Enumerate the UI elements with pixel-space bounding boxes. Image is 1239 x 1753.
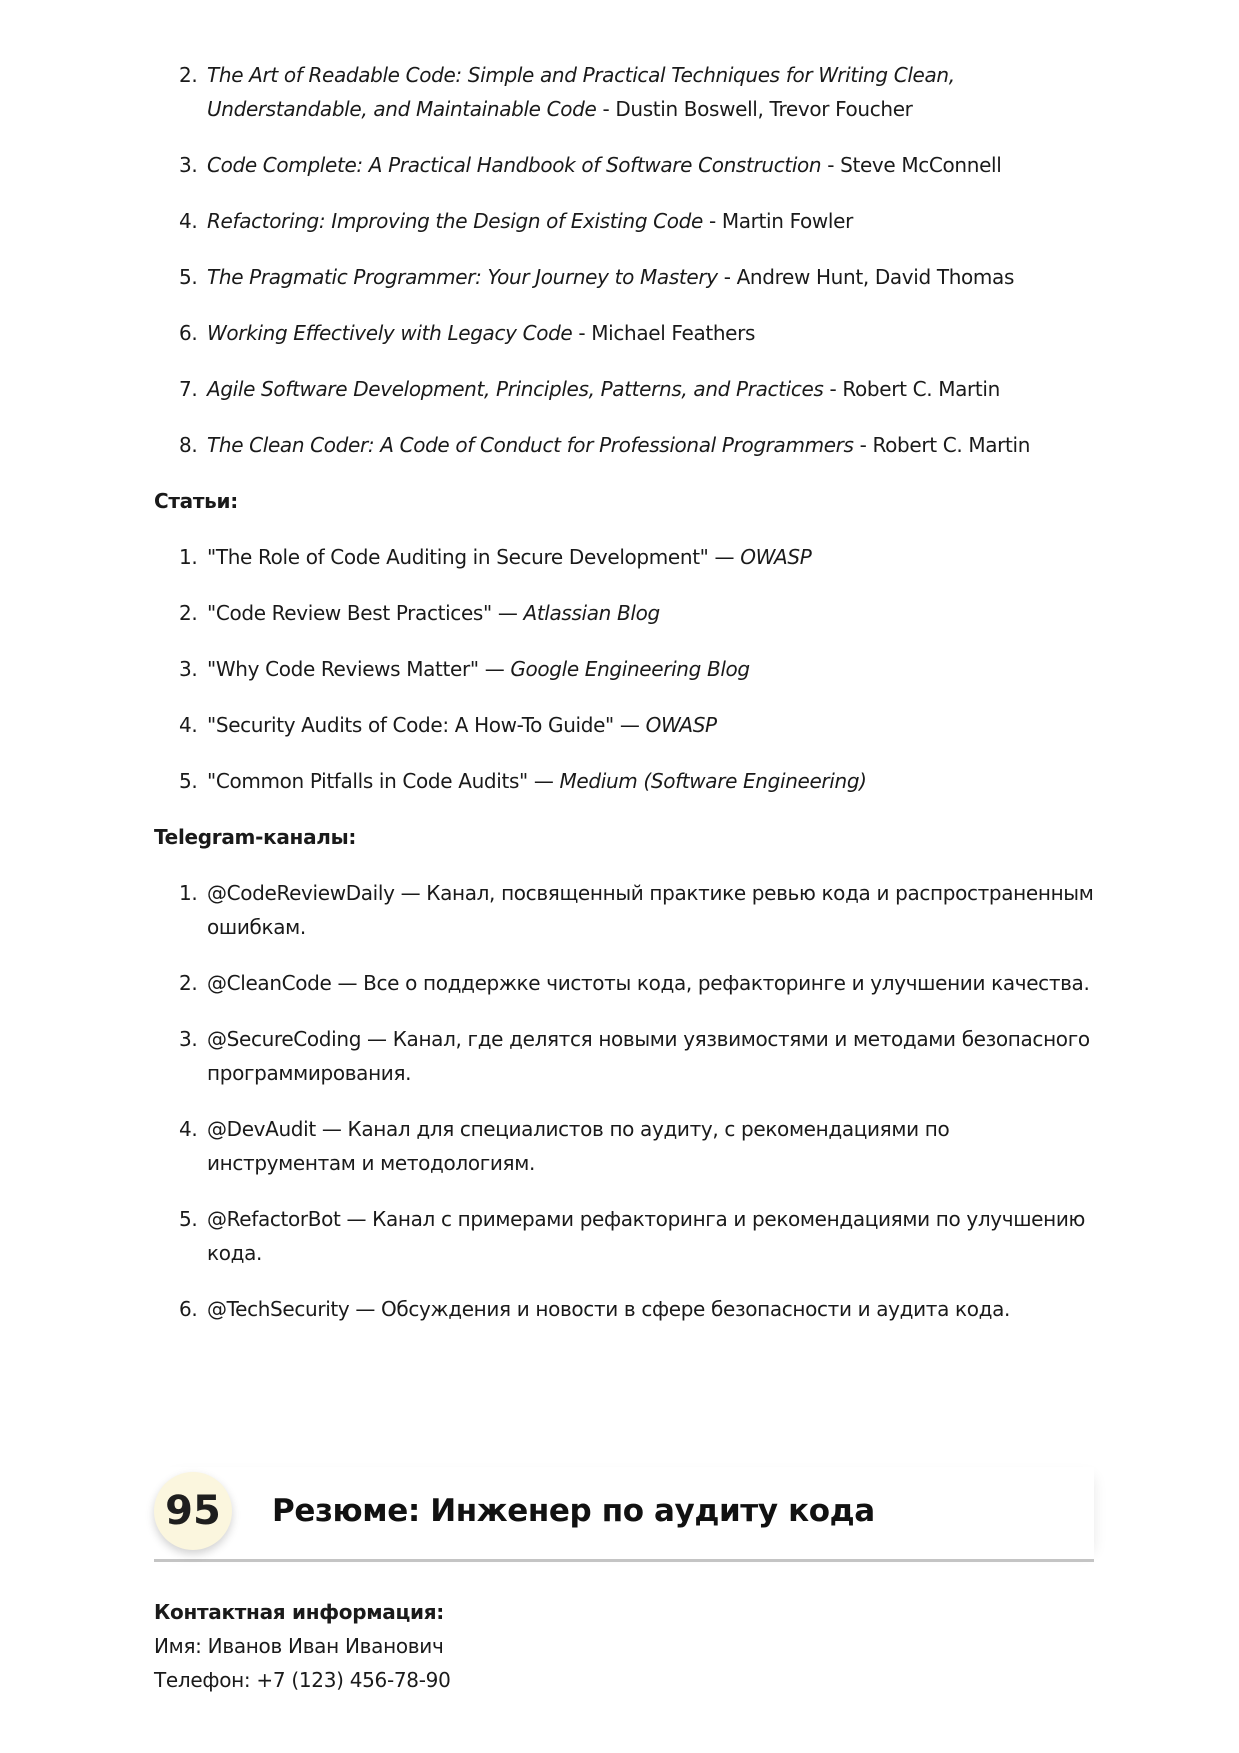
list-item	[179, 1202, 1094, 1270]
list-item	[179, 966, 1094, 1000]
list-number: 4.	[179, 209, 198, 233]
list-number: 5.	[179, 769, 198, 793]
article-title: "Common Pitfalls in Code Audits" —	[207, 769, 560, 793]
chapter-number-badge: 95	[154, 1472, 232, 1550]
list-item	[179, 652, 1094, 686]
book-author: - Robert C. Martin	[853, 433, 1031, 457]
list-item	[179, 708, 1094, 742]
document-body	[154, 58, 1094, 1348]
list-number: 1.	[179, 545, 198, 569]
list-number: 7.	[179, 377, 198, 401]
list-number: 4.	[179, 1117, 198, 1141]
book-title: The Clean Coder: A Code of Conduct for Professional Programmers	[207, 433, 854, 457]
list-item	[179, 1112, 1094, 1180]
channel-text: @CleanCode — Все о поддержке чистоты кода, рефакторинге и улучшении качества.	[207, 971, 1090, 995]
list-item	[179, 372, 1094, 406]
chapter-title: Резюме: Инженер по аудиту кода	[272, 1493, 875, 1529]
article-source: Atlassian Blog	[523, 601, 660, 625]
list-item	[179, 540, 1094, 574]
article-source: OWASP	[645, 713, 717, 737]
list-item	[179, 1292, 1094, 1326]
article-title: "Code Review Best Practices" —	[207, 601, 524, 625]
article-source: OWASP	[740, 545, 812, 569]
chapter-header	[154, 1467, 1094, 1562]
list-item	[179, 204, 1094, 238]
article-source: Medium (Software Engineering)	[559, 769, 867, 793]
list-item	[179, 876, 1094, 944]
list-number: 3.	[179, 657, 198, 681]
list-item	[179, 58, 1094, 126]
list-number: 2.	[179, 63, 198, 87]
list-number: 8.	[179, 433, 198, 457]
books-list	[154, 58, 1094, 462]
list-number: 6.	[179, 321, 198, 345]
book-title: Code Complete: A Practical Handbook of Software Construction	[207, 153, 822, 177]
book-author: - Michael Feathers	[572, 321, 756, 345]
contact-name: Имя: Иванов Иван Иванович	[154, 1634, 444, 1658]
list-item	[179, 428, 1094, 462]
articles-list	[154, 540, 1094, 798]
book-title: Refactoring: Improving the Design of Existing Code	[207, 209, 703, 233]
list-item	[179, 316, 1094, 350]
channel-text: @CodeReviewDaily — Канал, посвященный практике ревью кода и распространенным ошибкам.	[207, 881, 1094, 939]
channel-text: @SecureCoding — Канал, где делятся новыми уязвимостями и методами безопасного программирования.	[207, 1027, 1090, 1085]
channel-text: @RefactorBot — Канал с примерами рефакторинга и рекомендациями по улучшению кода.	[207, 1207, 1085, 1265]
channels-heading: Telegram-каналы:	[154, 825, 357, 849]
list-number: 5.	[179, 265, 198, 289]
articles-heading: Статьи:	[154, 489, 238, 513]
list-number: 2.	[179, 971, 198, 995]
book-author: - Dustin Boswell, Trevor Foucher	[596, 97, 913, 121]
book-author: - Andrew Hunt, David Thomas	[717, 265, 1015, 289]
book-title: The Pragmatic Programmer: Your Journey to Mastery	[207, 265, 718, 289]
channel-text: @DevAudit — Канал для специалистов по аудиту, с рекомендациями по инструментам и методологиям.	[207, 1117, 950, 1175]
article-title: "The Role of Code Auditing in Secure Development" —	[207, 545, 741, 569]
channel-text: @TechSecurity — Обсуждения и новости в сфере безопасности и аудита кода.	[207, 1297, 1011, 1321]
contact-phone: Телефон: +7 (123) 456-78-90	[154, 1668, 451, 1692]
list-item	[179, 1022, 1094, 1090]
list-number: 5.	[179, 1207, 198, 1231]
list-item	[179, 260, 1094, 294]
article-title: "Security Audits of Code: A How-To Guide" —	[207, 713, 646, 737]
article-title: "Why Code Reviews Matter" —	[207, 657, 511, 681]
list-item	[179, 764, 1094, 798]
list-number: 1.	[179, 881, 198, 905]
contact-info-heading: Контактная информация:	[154, 1600, 444, 1624]
list-number: 3.	[179, 1027, 198, 1051]
list-number: 6.	[179, 1297, 198, 1321]
list-number: 4.	[179, 713, 198, 737]
contact-info	[154, 1595, 1094, 1697]
book-title: Working Effectively with Legacy Code	[207, 321, 573, 345]
book-author: - Robert C. Martin	[823, 377, 1000, 401]
book-title: Agile Software Development, Principles, Patterns, and Practices	[207, 377, 824, 401]
book-author: - Martin Fowler	[702, 209, 853, 233]
list-item	[179, 596, 1094, 630]
list-item	[179, 148, 1094, 182]
article-source: Google Engineering Blog	[510, 657, 750, 681]
book-author: - Steve McConnell	[821, 153, 1002, 177]
book-title: The Art of Readable Code: Simple and Practical Techniques for Writing Clean, Understandable, and Maintainable Code	[207, 63, 955, 121]
list-number: 3.	[179, 153, 198, 177]
channels-list	[154, 876, 1094, 1326]
list-number: 2.	[179, 601, 198, 625]
